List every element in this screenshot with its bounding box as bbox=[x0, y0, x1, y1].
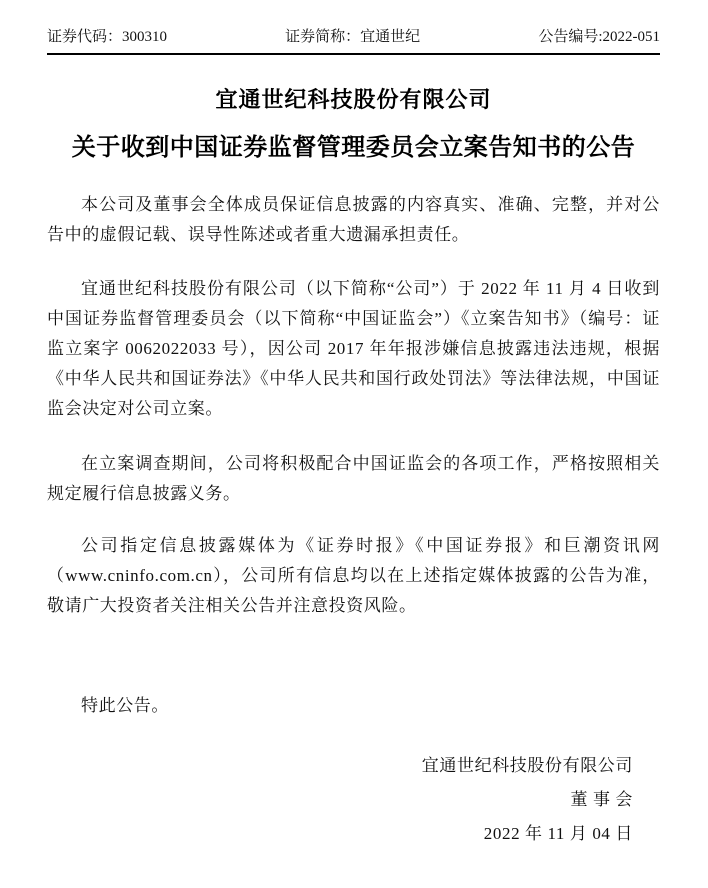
stock-code: 证券代码：300310 bbox=[47, 29, 168, 45]
document-header bbox=[47, 28, 660, 46]
announcement-number: 公告编号:2022-051 bbox=[538, 29, 660, 45]
investigation-cooperation-paragraph: 在立案调查期间，公司将积极配合中国证监会的各项工作，严格按照相关规定履行信息披露义务。 bbox=[47, 454, 660, 503]
stock-short-name: 证券简称：宜通世纪 bbox=[285, 29, 421, 45]
signature-company: 宜通世纪科技股份有限公司 bbox=[421, 756, 633, 775]
header-divider bbox=[47, 53, 660, 55]
disclosure-media-paragraph: 公司指定信息披露媒体为《证券时报》《中国证券报》和巨潮资讯网（www.cninfo.com.cn），公司所有信息均以在上述指定媒体披露的公告为准，敬请广大投资者关注相关公告并注意投资风险。 bbox=[47, 536, 660, 615]
filing-notice-paragraph: 宜通世纪科技股份有限公司（以下简称“公司”）于 2022 年 11 月 4 日收到中国证券监督管理委员会（以下简称“中国证监会”）《立案告知书》（编号：证监立案字 0062022033 号），因公司 2017 年年报涉嫌信息披露违法违规，根据《中华人民共和国证券法》《中华人民共和国行政处罚法》等法律法规，中国证监会决定对公司立案。 bbox=[47, 279, 660, 418]
disclaimer-paragraph: 本公司及董事会全体成员保证信息披露的内容真实、准确、完整，并对公告中的虚假记载、误导性陈述或者重大遗漏承担责任。 bbox=[47, 195, 660, 244]
company-title: 宜通世纪科技股份有限公司 bbox=[215, 87, 492, 112]
signature-block bbox=[47, 749, 660, 851]
closing-statement: 特此公告。 bbox=[81, 696, 169, 715]
signature-date: 2022 年 11 月 04 日 bbox=[483, 824, 633, 843]
signature-board: 董 事 会 bbox=[570, 790, 633, 809]
announcement-title: 关于收到中国证券监督管理委员会立案告知书的公告 bbox=[71, 135, 636, 161]
